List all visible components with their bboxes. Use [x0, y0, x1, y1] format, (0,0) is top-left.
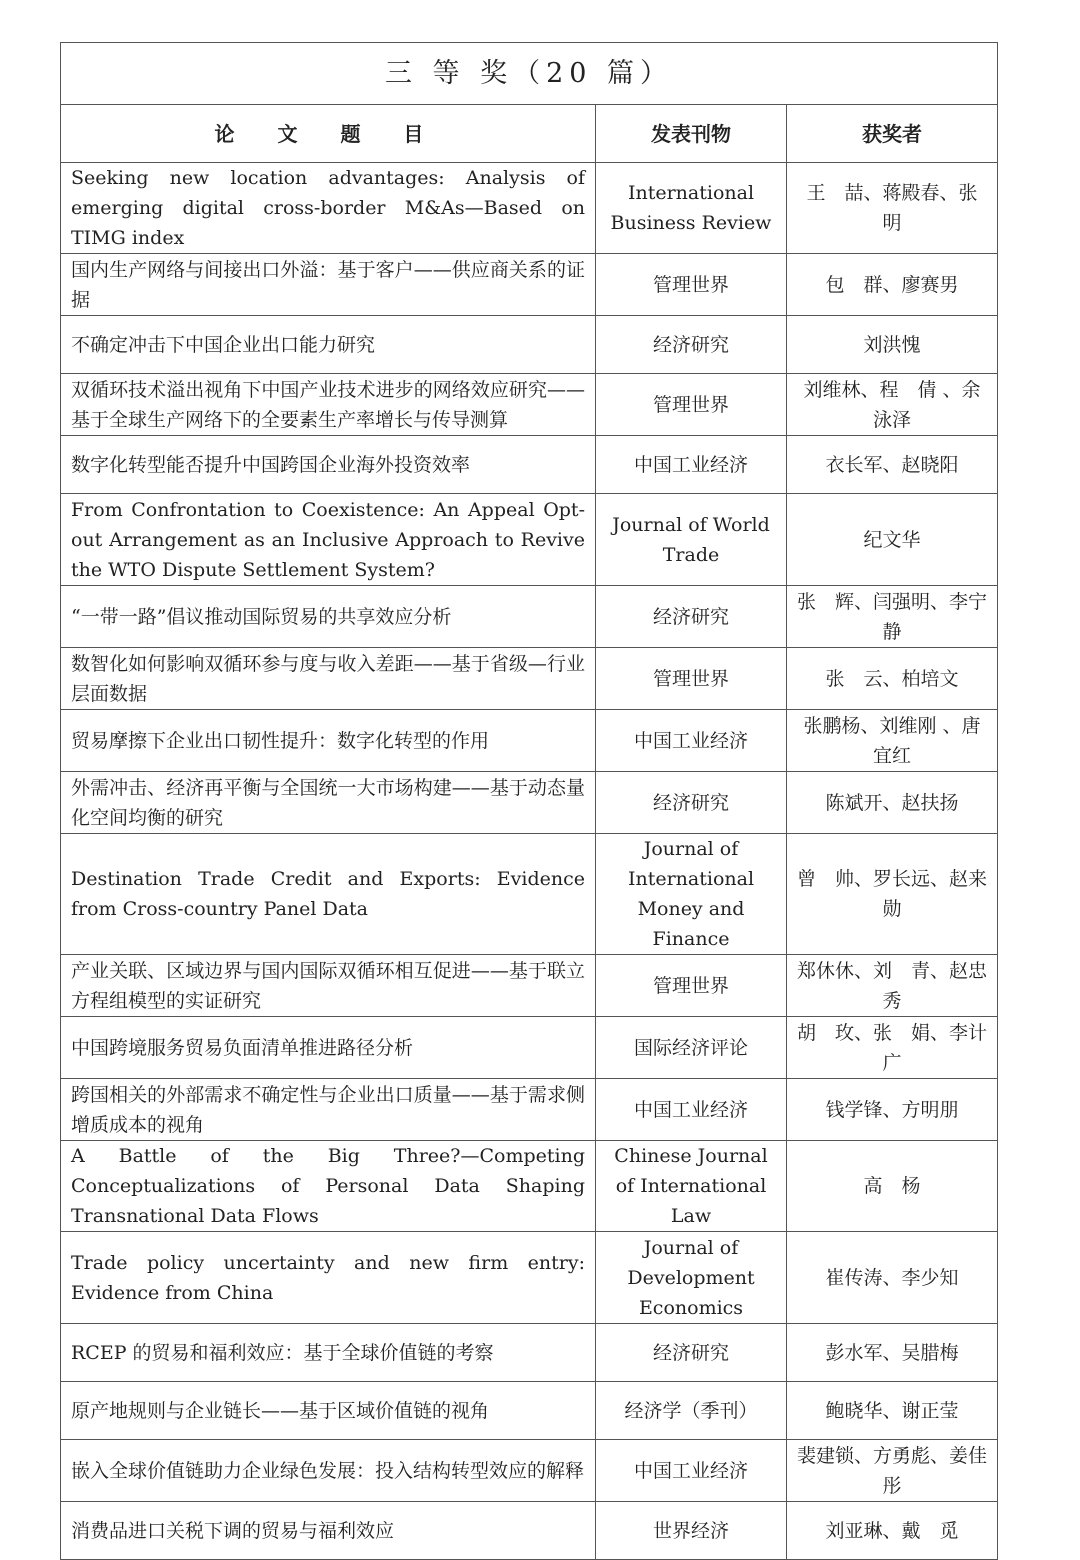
authors-cell: 王 喆、蒋殿春、张 明	[787, 163, 998, 254]
journal-cell: 中国工业经济	[596, 710, 787, 772]
authors-cell: 郑休休、刘 青、赵忠秀	[787, 955, 998, 1017]
paper-title-cell: Destination Trade Credit and Exports: Evidence from Cross-country Panel Data	[61, 834, 596, 955]
title-row	[61, 43, 998, 105]
paper-title-cell: 国内生产网络与间接出口外溢：基于客户——供应商关系的证据	[61, 254, 596, 316]
authors-cell: 裴建锁、方勇彪、姜佳彤	[787, 1440, 998, 1502]
table-row	[61, 1232, 998, 1324]
paper-title-cell: 外需冲击、经济再平衡与全国统一大市场构建——基于动态量化空间均衡的研究	[61, 772, 596, 834]
table-row	[61, 710, 998, 772]
paper-title-cell: 产业关联、区域边界与国内国际双循环相互促进——基于联立方程组模型的实证研究	[61, 955, 596, 1017]
paper-title-cell: 嵌入全球价值链助力企业绿色发展：投入结构转型效应的解释	[61, 1440, 596, 1502]
authors-cell: 张 辉、闫强明、李宁静	[787, 586, 998, 648]
table-row	[61, 374, 998, 436]
table-row	[61, 834, 998, 955]
paper-title-cell: “一带一路”倡议推动国际贸易的共享效应分析	[61, 586, 596, 648]
table-row	[61, 163, 998, 254]
journal-cell: 中国工业经济	[596, 436, 787, 494]
authors-cell: 衣长军、赵晓阳	[787, 436, 998, 494]
paper-title-cell: 消费品进口关税下调的贸易与福利效应	[61, 1502, 596, 1560]
journal-cell: 中国工业经济	[596, 1440, 787, 1502]
journal-cell: 经济研究	[596, 586, 787, 648]
journal-cell: 世界经济	[596, 1502, 787, 1560]
authors-cell: 高 杨	[787, 1141, 998, 1232]
table-row	[61, 1017, 998, 1079]
authors-cell: 陈斌开、赵扶扬	[787, 772, 998, 834]
table-row	[61, 1141, 998, 1232]
paper-title-cell: RCEP 的贸易和福利效应：基于全球价值链的考察	[61, 1324, 596, 1382]
journal-cell: 经济学（季刊）	[596, 1382, 787, 1440]
paper-title-cell: Seeking new location advantages: Analysis of emerging digital cross-border M&As—Based on TIMG index	[61, 163, 596, 254]
paper-title-cell: 贸易摩擦下企业出口韧性提升：数字化转型的作用	[61, 710, 596, 772]
journal-cell: Journal of Development Economics	[596, 1232, 787, 1324]
authors-cell: 钱学锋、方明朋	[787, 1079, 998, 1141]
authors-cell: 张鹏杨、刘维刚 、唐宜红	[787, 710, 998, 772]
header-row	[61, 105, 998, 163]
authors-cell: 张 云、柏培文	[787, 648, 998, 710]
journal-cell: 国际经济评论	[596, 1017, 787, 1079]
authors-cell: 鲍晓华、谢正莹	[787, 1382, 998, 1440]
award-table	[60, 42, 998, 1560]
table-row	[61, 586, 998, 648]
journal-cell: 管理世界	[596, 955, 787, 1017]
journal-cell: 管理世界	[596, 648, 787, 710]
authors-cell: 纪文华	[787, 494, 998, 586]
table-row	[61, 254, 998, 316]
authors-cell: 曾 帅、罗长远、赵来勋	[787, 834, 998, 955]
journal-cell: 管理世界	[596, 254, 787, 316]
journal-cell: 中国工业经济	[596, 1079, 787, 1141]
paper-title-cell: 数智化如何影响双循环参与度与收入差距——基于省级—行业层面数据	[61, 648, 596, 710]
journal-cell: Journal of International Money and Finance	[596, 834, 787, 955]
paper-title-cell: 原产地规则与企业链长——基于区域价值链的视角	[61, 1382, 596, 1440]
authors-cell: 胡 玫、张 娟、李计广	[787, 1017, 998, 1079]
journal-cell: 经济研究	[596, 772, 787, 834]
journal-cell: 管理世界	[596, 374, 787, 436]
table-row	[61, 648, 998, 710]
table-title: 三 等 奖（20 篇）	[61, 43, 998, 105]
table-row	[61, 1079, 998, 1141]
authors-cell: 刘亚琳、戴 觅	[787, 1502, 998, 1560]
paper-title-cell: Trade policy uncertainty and new firm entry: Evidence from China	[61, 1232, 596, 1324]
paper-title-cell: From Confrontation to Coexistence: An Appeal Opt-out Arrangement as an Inclusive Approach to Revive the WTO Dispute Settlement System?	[61, 494, 596, 586]
table-row	[61, 1382, 998, 1440]
table-row	[61, 772, 998, 834]
table-row	[61, 1502, 998, 1560]
authors-cell: 彭水军、吴腊梅	[787, 1324, 998, 1382]
paper-title-cell: 跨国相关的外部需求不确定性与企业出口质量——基于需求侧增质成本的视角	[61, 1079, 596, 1141]
table-row	[61, 436, 998, 494]
authors-cell: 刘洪愧	[787, 316, 998, 374]
table-row	[61, 494, 998, 586]
journal-cell: Chinese Journal of International Law	[596, 1141, 787, 1232]
paper-title-cell: 中国跨境服务贸易负面清单推进路径分析	[61, 1017, 596, 1079]
authors-cell: 崔传涛、李少知	[787, 1232, 998, 1324]
header-paper-title: 论 文 题 目	[61, 105, 596, 163]
journal-cell: 经济研究	[596, 316, 787, 374]
journal-cell: 经济研究	[596, 1324, 787, 1382]
authors-cell: 包 群、廖赛男	[787, 254, 998, 316]
header-journal: 发表刊物	[596, 105, 787, 163]
table-row	[61, 1440, 998, 1502]
authors-cell: 刘维林、程 倩 、余泳泽	[787, 374, 998, 436]
table-row	[61, 1324, 998, 1382]
header-authors: 获奖者	[787, 105, 998, 163]
paper-title-cell: 双循环技术溢出视角下中国产业技术进步的网络效应研究——基于全球生产网络下的全要素生产率增长与传导测算	[61, 374, 596, 436]
table-row	[61, 316, 998, 374]
journal-cell: Journal of World Trade	[596, 494, 787, 586]
paper-title-cell: A Battle of the Big Three?—Competing Conceptualizations of Personal Data Shaping Transnational Data Flows	[61, 1141, 596, 1232]
journal-cell: International Business Review	[596, 163, 787, 254]
paper-title-cell: 数字化转型能否提升中国跨国企业海外投资效率	[61, 436, 596, 494]
paper-title-cell: 不确定冲击下中国企业出口能力研究	[61, 316, 596, 374]
table-row	[61, 955, 998, 1017]
